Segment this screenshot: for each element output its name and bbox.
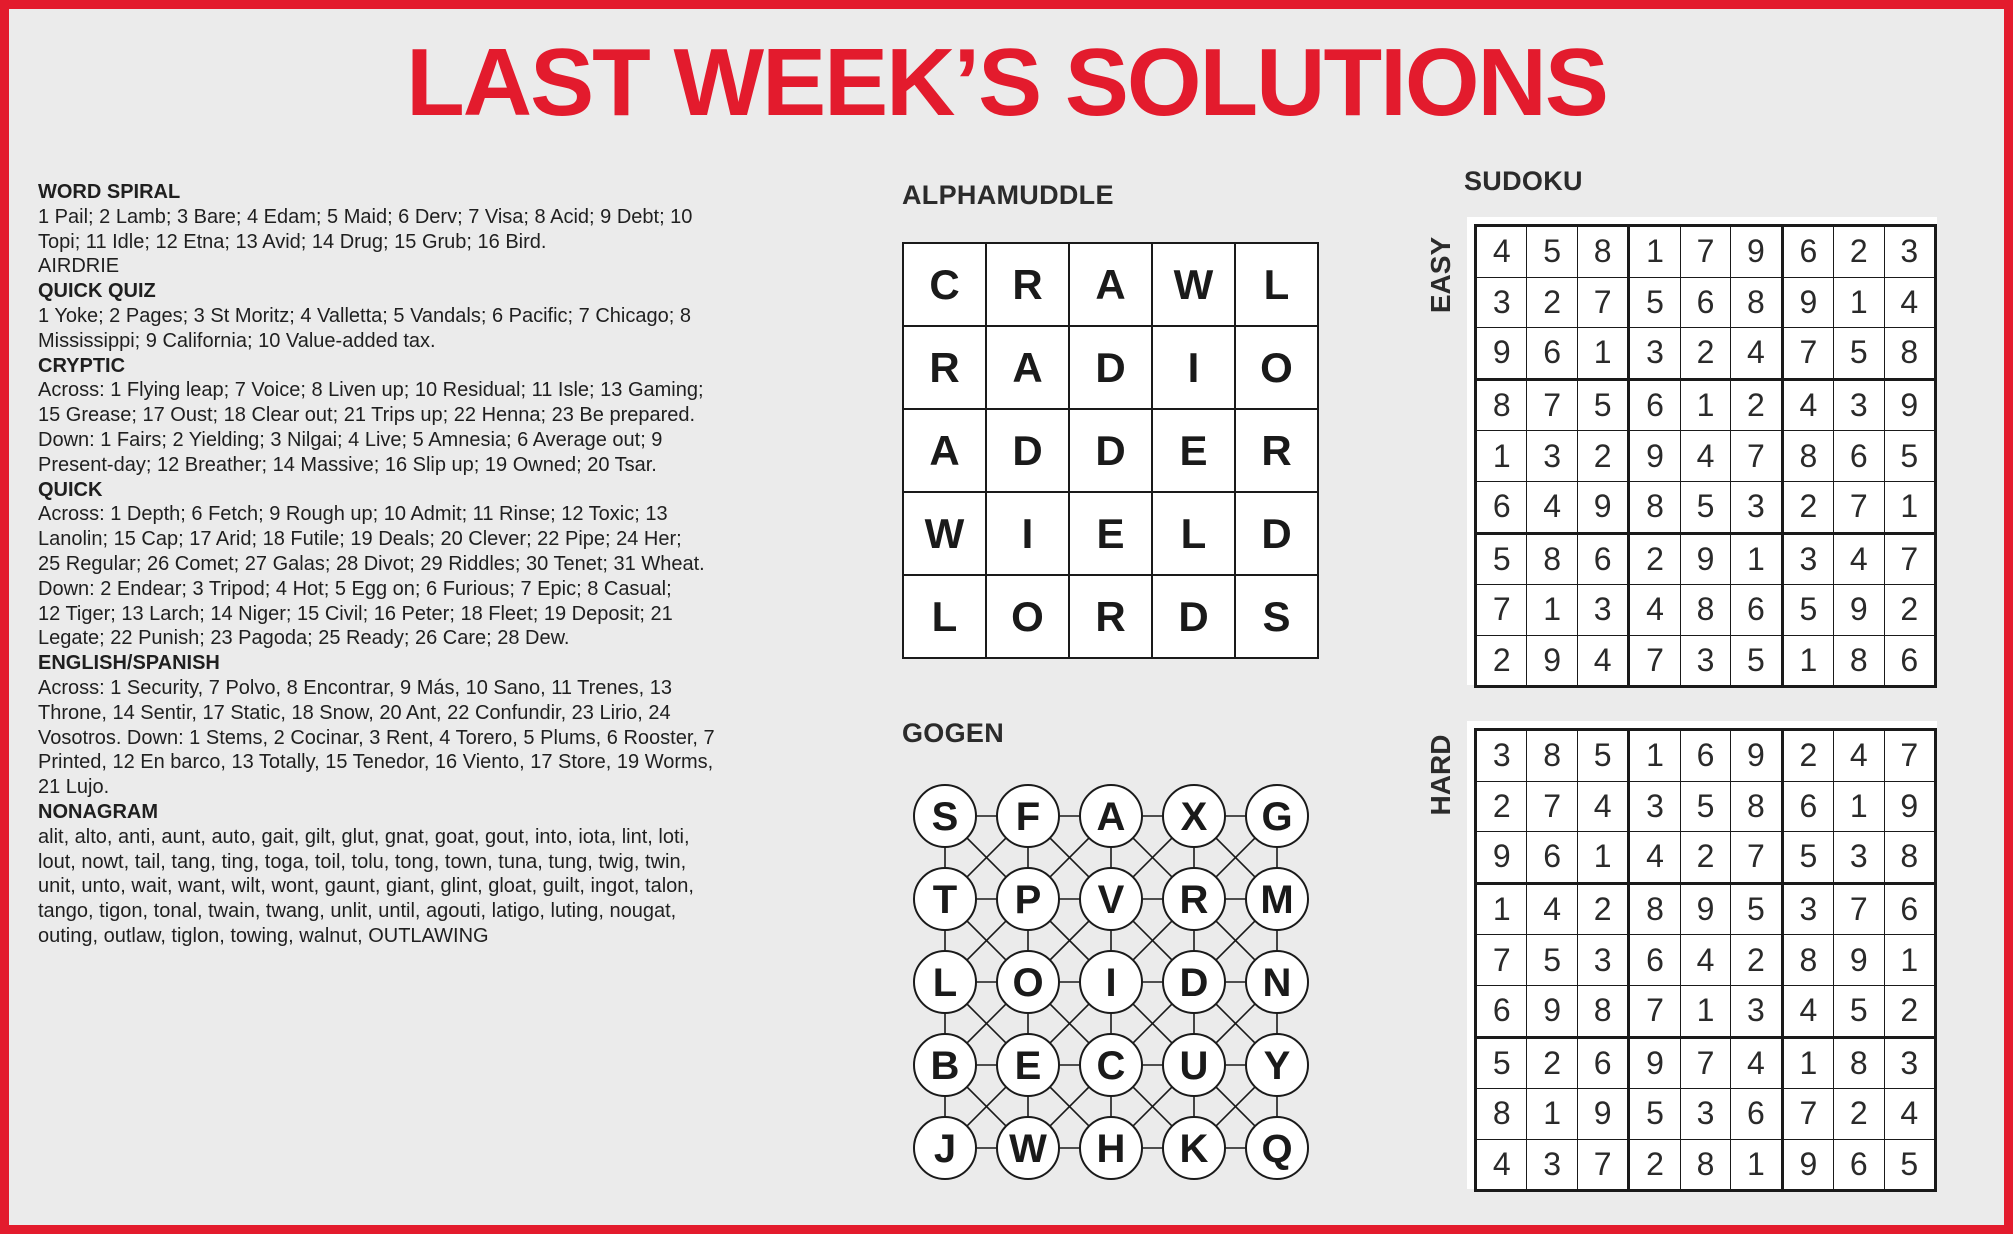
solution-line: Mississippi; 9 California; 10 Value-added tax. xyxy=(38,329,436,352)
sudoku-easy-cell: 8 xyxy=(1731,277,1782,328)
solution-line: Down: 2 Endear; 3 Tripod; 4 Hot; 5 Egg on; 6 Furious; 7 Epic; 8 Casual; xyxy=(38,577,672,600)
sudoku-easy-cell: 5 xyxy=(1782,585,1833,636)
solution-heading: ENGLISH/SPANISH xyxy=(38,652,220,675)
sudoku-heading: SUDOKU xyxy=(1464,166,1583,196)
sudoku-hard-cell: 1 xyxy=(1577,832,1628,884)
sudoku-hard-cell: 1 xyxy=(1680,985,1730,1037)
gogen-letter: R xyxy=(1179,878,1209,922)
gogen-letter: K xyxy=(1179,1127,1209,1171)
gogen-letter: M xyxy=(1260,878,1294,922)
solution-line: Across: 1 Flying leap; 7 Voice; 8 Liven up; 10 Residual; 11 Isle; 13 Gaming; xyxy=(38,379,704,402)
sudoku-easy-cell: 2 xyxy=(1629,533,1680,585)
sudoku-hard-cell: 4 xyxy=(1629,832,1680,884)
alphamuddle-cell: A xyxy=(986,326,1069,409)
sudoku-easy-cell: 3 xyxy=(1782,533,1833,585)
solutions-text-column xyxy=(38,180,818,949)
solution-line: 1 Pail; 2 Lamb; 3 Bare; 4 Edam; 5 Maid; 6 Derv; 7 Visa; 8 Acid; 9 Debt; 10 xyxy=(38,205,693,228)
sudoku-easy-cell: 8 xyxy=(1476,379,1527,431)
sudoku-easy-cell: 7 xyxy=(1680,226,1730,278)
sudoku-easy-cell: 3 xyxy=(1884,226,1936,278)
sudoku-easy-cell: 7 xyxy=(1834,481,1884,533)
sudoku-easy-cell: 6 xyxy=(1680,277,1730,328)
sudoku-hard-grid xyxy=(1474,728,1937,1192)
sudoku-hard-cell: 8 xyxy=(1782,935,1833,986)
sudoku-hard-cell: 7 xyxy=(1527,781,1577,832)
sudoku-easy-cell: 1 xyxy=(1782,635,1833,687)
alphamuddle-cell: D xyxy=(1069,326,1152,409)
sudoku-easy-cell: 9 xyxy=(1527,635,1577,687)
sudoku-hard-cell: 1 xyxy=(1476,883,1527,935)
sudoku-hard-cell: 4 xyxy=(1680,935,1730,986)
sudoku-easy-cell: 7 xyxy=(1527,379,1577,431)
sudoku-easy-cell: 6 xyxy=(1476,481,1527,533)
sudoku-hard-cell: 6 xyxy=(1577,1037,1628,1089)
sudoku-easy-cell: 8 xyxy=(1834,635,1884,687)
sudoku-easy-cell: 9 xyxy=(1834,585,1884,636)
sudoku-hard-cell: 4 xyxy=(1476,1139,1527,1191)
sudoku-easy-cell: 9 xyxy=(1680,533,1730,585)
alphamuddle-cell: L xyxy=(903,575,986,658)
sudoku-easy-cell: 6 xyxy=(1527,328,1577,380)
sudoku-easy-cell: 3 xyxy=(1834,379,1884,431)
gogen-letter: T xyxy=(932,878,958,922)
sudoku-easy-cell: 4 xyxy=(1527,481,1577,533)
sudoku-easy-cell: 2 xyxy=(1731,379,1782,431)
sudoku-easy-cell: 8 xyxy=(1629,481,1680,533)
sudoku-hard-cell: 5 xyxy=(1884,1139,1936,1191)
sudoku-easy-cell: 2 xyxy=(1884,585,1936,636)
gogen-letter: W xyxy=(1009,1127,1047,1171)
sudoku-easy-cell: 7 xyxy=(1476,585,1527,636)
solution-line: alit, alto, anti, aunt, auto, gait, gilt, glut, gnat, goat, gout, into, iota, lint, loti, xyxy=(38,825,690,848)
sudoku-hard-cell: 9 xyxy=(1782,1139,1833,1191)
sudoku-hard-cell: 5 xyxy=(1629,1089,1680,1140)
gogen-letter: X xyxy=(1180,795,1208,839)
sudoku-easy-cell: 9 xyxy=(1577,481,1628,533)
gogen-grid xyxy=(902,773,1322,1193)
sudoku-hard-cell: 7 xyxy=(1782,1089,1833,1140)
gogen-letter: C xyxy=(1096,1044,1126,1088)
sudoku-easy-cell: 3 xyxy=(1680,635,1730,687)
solution-heading: QUICK xyxy=(38,478,103,501)
sudoku-hard-cell: 9 xyxy=(1884,781,1936,832)
sudoku-easy-cell: 9 xyxy=(1782,277,1833,328)
sudoku-hard-cell: 5 xyxy=(1527,935,1577,986)
sudoku-easy-cell: 2 xyxy=(1834,226,1884,278)
sudoku-easy-cell: 6 xyxy=(1629,379,1680,431)
sudoku-easy-cell: 9 xyxy=(1731,226,1782,278)
alphamuddle-cell: L xyxy=(1235,243,1318,326)
gogen-letter: S xyxy=(931,795,959,839)
gogen-letter: H xyxy=(1096,1127,1126,1171)
sudoku-easy-cell: 4 xyxy=(1731,328,1782,380)
sudoku-easy-cell: 5 xyxy=(1680,481,1730,533)
sudoku-hard-cell: 7 xyxy=(1680,1037,1730,1089)
solution-heading: QUICK QUIZ xyxy=(38,280,156,303)
sudoku-easy-cell: 7 xyxy=(1884,533,1936,585)
sudoku-easy-cell: 8 xyxy=(1680,585,1730,636)
solution-line: Throne, 14 Sentir, 17 Static, 18 Snow, 20 Ant, 22 Confundir, 23 Lirio, 24 xyxy=(38,701,671,724)
sudoku-hard-cell: 8 xyxy=(1834,1037,1884,1089)
sudoku-easy-cell: 9 xyxy=(1884,379,1936,431)
sudoku-hard-cell: 8 xyxy=(1629,883,1680,935)
solution-line: Legate; 22 Punish; 23 Pagoda; 25 Ready; 26 Care; 28 Dew. xyxy=(38,627,570,650)
sudoku-easy-grid xyxy=(1474,224,1937,688)
sudoku-hard-cell: 4 xyxy=(1884,1089,1936,1140)
sudoku-easy-cell: 2 xyxy=(1577,431,1628,482)
solution-line: outing, outlaw, tiglon, towing, walnut, OUTLAWING xyxy=(38,924,489,947)
sudoku-easy-panel xyxy=(1467,217,1937,685)
sudoku-easy-cell: 1 xyxy=(1527,585,1577,636)
sudoku-easy-cell: 1 xyxy=(1476,431,1527,482)
alphamuddle-cell: C xyxy=(903,243,986,326)
sudoku-easy-cell: 4 xyxy=(1680,431,1730,482)
sudoku-hard-cell: 9 xyxy=(1629,1037,1680,1089)
sudoku-easy-cell: 8 xyxy=(1527,533,1577,585)
sudoku-hard-cell: 8 xyxy=(1527,730,1577,782)
sudoku-easy-cell: 5 xyxy=(1731,635,1782,687)
sudoku-easy-cell: 8 xyxy=(1577,226,1628,278)
sudoku-hard-cell: 4 xyxy=(1577,781,1628,832)
alphamuddle-cell: D xyxy=(1069,409,1152,492)
sudoku-easy-cell: 2 xyxy=(1782,481,1833,533)
alphamuddle-cell: L xyxy=(1152,492,1235,575)
sudoku-easy-cell: 4 xyxy=(1577,635,1628,687)
sudoku-hard-cell: 7 xyxy=(1731,832,1782,884)
sudoku-hard-cell: 8 xyxy=(1577,985,1628,1037)
sudoku-easy-cell: 2 xyxy=(1527,277,1577,328)
solution-line: lout, nowt, tail, tang, ting, toga, toil, tolu, tong, town, tuna, tung, twig, twin, xyxy=(38,850,687,873)
sudoku-easy-cell: 1 xyxy=(1629,226,1680,278)
solution-line: Topi; 11 Idle; 12 Etna; 13 Avid; 14 Drug; 15 Grub; 16 Bird. xyxy=(38,230,547,253)
gogen-letter: Q xyxy=(1261,1127,1293,1171)
solution-heading: CRYPTIC xyxy=(38,354,126,377)
gogen-letter: A xyxy=(1096,795,1126,839)
sudoku-hard-cell: 9 xyxy=(1476,832,1527,884)
sudoku-easy-cell: 8 xyxy=(1782,431,1833,482)
alphamuddle-cell: E xyxy=(1069,492,1152,575)
sudoku-hard-cell: 9 xyxy=(1577,1089,1628,1140)
sudoku-easy-cell: 2 xyxy=(1476,635,1527,687)
solution-line: Down: 1 Fairs; 2 Yielding; 3 Nilgai; 4 Live; 5 Amnesia; 6 Average out; 9 xyxy=(38,428,663,451)
gogen-letter: F xyxy=(1015,795,1041,839)
sudoku-hard-cell: 2 xyxy=(1476,781,1527,832)
sudoku-hard-cell: 1 xyxy=(1629,730,1680,782)
solution-line: AIRDRIE xyxy=(38,255,120,278)
alphamuddle-cell: W xyxy=(903,492,986,575)
alphamuddle-cell: R xyxy=(986,243,1069,326)
sudoku-hard-cell: 9 xyxy=(1680,883,1730,935)
sudoku-easy-cell: 6 xyxy=(1782,226,1833,278)
sudoku-hard-cell: 2 xyxy=(1834,1089,1884,1140)
sudoku-hard-cell: 7 xyxy=(1476,935,1527,986)
sudoku-easy-cell: 4 xyxy=(1884,277,1936,328)
sudoku-hard-cell: 5 xyxy=(1680,781,1730,832)
sudoku-hard-cell: 3 xyxy=(1527,1139,1577,1191)
gogen-letter: N xyxy=(1262,961,1292,1005)
sudoku-easy-cell: 3 xyxy=(1476,277,1527,328)
solution-line: 1 Yoke; 2 Pages; 3 St Moritz; 4 Valletta; 5 Vandals; 6 Pacific; 7 Chicago; 8 xyxy=(38,304,691,327)
sudoku-easy-cell: 7 xyxy=(1782,328,1833,380)
sudoku-hard-cell: 3 xyxy=(1834,832,1884,884)
solution-line: 12 Tiger; 13 Larch; 14 Niger; 15 Civil; 16 Peter; 18 Fleet; 19 Deposit; 21 xyxy=(38,602,673,625)
sudoku-hard-cell: 6 xyxy=(1527,832,1577,884)
gogen-letter: I xyxy=(1105,961,1117,1005)
sudoku-hard-cell: 7 xyxy=(1577,1139,1628,1191)
gogen-letter: U xyxy=(1179,1044,1209,1088)
sudoku-easy-cell: 6 xyxy=(1577,533,1628,585)
gogen-letter: L xyxy=(932,961,958,1005)
sudoku-easy-cell: 4 xyxy=(1629,585,1680,636)
gogen-letter: E xyxy=(1014,1044,1042,1088)
solution-line: Across: 1 Security, 7 Polvo, 8 Encontrar, 9 Más, 10 Sano, 11 Trenes, 13 xyxy=(38,676,673,699)
sudoku-hard-cell: 8 xyxy=(1680,1139,1730,1191)
alphamuddle-cell: O xyxy=(1235,326,1318,409)
solution-line: Lanolin; 15 Cap; 17 Arid; 18 Futile; 19 Deals; 20 Clever; 22 Pipe; 24 Her; xyxy=(38,528,682,551)
solution-line: Vosotros. Down: 1 Stems, 2 Cocinar, 3 Rent, 4 Torero, 5 Plums, 6 Rooster, 7 xyxy=(38,726,715,749)
sudoku-hard-cell: 6 xyxy=(1680,730,1730,782)
solution-line: Printed, 12 En barco, 13 Totally, 15 Tenedor, 16 Viento, 17 Store, 19 Worms, xyxy=(38,751,714,774)
sudoku-hard-cell: 5 xyxy=(1577,730,1628,782)
sudoku-easy-cell: 6 xyxy=(1884,635,1936,687)
alphamuddle-cell: E xyxy=(1152,409,1235,492)
sudoku-hard-cell: 4 xyxy=(1834,730,1884,782)
solution-heading: WORD SPIRAL xyxy=(38,181,181,203)
gogen-letter: Y xyxy=(1263,1044,1291,1088)
alphamuddle-cell: A xyxy=(1069,243,1152,326)
alphamuddle-grid xyxy=(902,242,1319,659)
sudoku-easy-cell: 3 xyxy=(1731,481,1782,533)
sudoku-hard-cell: 8 xyxy=(1731,781,1782,832)
solution-heading: NONAGRAM xyxy=(38,800,158,823)
sudoku-easy-cell: 1 xyxy=(1577,328,1628,380)
alphamuddle-cell: R xyxy=(1235,409,1318,492)
sudoku-hard-label: HARD xyxy=(1425,734,1456,816)
gogen-letter: O xyxy=(1012,961,1044,1005)
sudoku-easy-cell: 7 xyxy=(1577,277,1628,328)
sudoku-hard-cell: 7 xyxy=(1884,730,1936,782)
gogen-letter: G xyxy=(1261,795,1293,839)
alphamuddle-heading: ALPHAMUDDLE xyxy=(902,180,1114,210)
sudoku-hard-cell: 6 xyxy=(1782,781,1833,832)
gogen-letter: P xyxy=(1014,878,1042,922)
sudoku-easy-cell: 4 xyxy=(1476,226,1527,278)
solution-line: tango, tigon, tonal, twain, twang, unlit, until, agouti, latigo, luting, nougat, xyxy=(38,900,677,923)
alphamuddle-cell: R xyxy=(1069,575,1152,658)
sudoku-hard-cell: 3 xyxy=(1731,985,1782,1037)
sudoku-hard-cell: 2 xyxy=(1731,935,1782,986)
alphamuddle-cell: D xyxy=(1152,575,1235,658)
alphamuddle-cell: D xyxy=(986,409,1069,492)
sudoku-easy-cell: 8 xyxy=(1884,328,1936,380)
sudoku-hard-cell: 3 xyxy=(1629,781,1680,832)
sudoku-hard-cell: 1 xyxy=(1834,781,1884,832)
gogen-heading: GOGEN xyxy=(902,718,1005,748)
sudoku-easy-cell: 3 xyxy=(1527,431,1577,482)
sudoku-hard-cell: 7 xyxy=(1629,985,1680,1037)
sudoku-hard-cell: 2 xyxy=(1527,1037,1577,1089)
sudoku-hard-cell: 2 xyxy=(1782,730,1833,782)
sudoku-hard-cell: 3 xyxy=(1680,1089,1730,1140)
sudoku-hard-cell: 5 xyxy=(1782,832,1833,884)
sudoku-easy-cell: 3 xyxy=(1577,585,1628,636)
alphamuddle-cell: R xyxy=(903,326,986,409)
solution-line: 25 Regular; 26 Comet; 27 Galas; 28 Divot; 29 Riddles; 30 Tenet; 31 Wheat. xyxy=(38,552,705,575)
sudoku-easy-cell: 5 xyxy=(1884,431,1936,482)
sudoku-easy-cell: 5 xyxy=(1476,533,1527,585)
gogen-letter: J xyxy=(933,1127,957,1171)
sudoku-easy-cell: 1 xyxy=(1680,379,1730,431)
sudoku-hard-cell: 3 xyxy=(1476,730,1527,782)
sudoku-easy-cell: 1 xyxy=(1884,481,1936,533)
gogen-letter: D xyxy=(1179,961,1209,1005)
alphamuddle-cell: D xyxy=(1235,492,1318,575)
alphamuddle-cell: I xyxy=(986,492,1069,575)
gogen-letter: V xyxy=(1097,878,1125,922)
sudoku-hard-cell: 2 xyxy=(1680,832,1730,884)
sudoku-hard-cell: 1 xyxy=(1884,935,1936,986)
solution-line: Across: 1 Depth; 6 Fetch; 9 Rough up; 10 Admit; 11 Rinse; 12 Toxic; 13 xyxy=(38,503,668,526)
sudoku-easy-cell: 5 xyxy=(1834,328,1884,380)
sudoku-easy-label: EASY xyxy=(1425,236,1456,314)
sudoku-hard-cell: 2 xyxy=(1884,985,1936,1037)
sudoku-easy-cell: 9 xyxy=(1629,431,1680,482)
sudoku-easy-cell: 1 xyxy=(1834,277,1884,328)
alphamuddle-cell: W xyxy=(1152,243,1235,326)
sudoku-hard-cell: 7 xyxy=(1834,883,1884,935)
sudoku-easy-cell: 7 xyxy=(1629,635,1680,687)
alphamuddle-cell: S xyxy=(1235,575,1318,658)
sudoku-easy-cell: 9 xyxy=(1476,328,1527,380)
sudoku-hard-cell: 4 xyxy=(1527,883,1577,935)
sudoku-hard-cell: 1 xyxy=(1731,1139,1782,1191)
sudoku-easy-cell: 5 xyxy=(1629,277,1680,328)
sudoku-hard-cell: 9 xyxy=(1527,985,1577,1037)
sudoku-easy-cell: 4 xyxy=(1782,379,1833,431)
solution-line: 15 Grease; 17 Oust; 18 Clear out; 21 Trips up; 22 Henna; 23 Be prepared. xyxy=(38,404,696,427)
solution-line: 21 Lujo. xyxy=(38,776,110,799)
sudoku-hard-cell: 5 xyxy=(1476,1037,1527,1089)
sudoku-easy-cell: 3 xyxy=(1629,328,1680,380)
sudoku-easy-cell: 2 xyxy=(1680,328,1730,380)
sudoku-hard-cell: 4 xyxy=(1782,985,1833,1037)
sudoku-hard-cell: 1 xyxy=(1527,1089,1577,1140)
sudoku-hard-cell: 4 xyxy=(1731,1037,1782,1089)
solution-line: unit, unto, wait, want, wilt, wont, gaunt, giant, glint, gloat, guilt, ingot, talon, xyxy=(38,875,694,898)
sudoku-hard-cell: 6 xyxy=(1476,985,1527,1037)
sudoku-hard-cell: 1 xyxy=(1782,1037,1833,1089)
alphamuddle-cell: A xyxy=(903,409,986,492)
sudoku-hard-cell: 9 xyxy=(1834,935,1884,986)
sudoku-easy-cell: 1 xyxy=(1731,533,1782,585)
sudoku-easy-cell: 5 xyxy=(1577,379,1628,431)
sudoku-easy-cell: 7 xyxy=(1731,431,1782,482)
solution-line: Present-day; 12 Breather; 14 Massive; 16 Slip up; 19 Owned; 20 Tsar. xyxy=(38,453,657,476)
sudoku-hard-cell: 8 xyxy=(1884,832,1936,884)
sudoku-hard-cell: 8 xyxy=(1476,1089,1527,1140)
sudoku-hard-cell: 6 xyxy=(1884,883,1936,935)
sudoku-hard-cell: 2 xyxy=(1577,883,1628,935)
sudoku-hard-cell: 5 xyxy=(1731,883,1782,935)
sudoku-easy-cell: 6 xyxy=(1731,585,1782,636)
sudoku-hard-cell: 3 xyxy=(1884,1037,1936,1089)
sudoku-hard-cell: 3 xyxy=(1782,883,1833,935)
sudoku-hard-panel xyxy=(1467,721,1937,1189)
sudoku-easy-cell: 4 xyxy=(1834,533,1884,585)
sudoku-hard-cell: 6 xyxy=(1834,1139,1884,1191)
sudoku-hard-cell: 9 xyxy=(1731,730,1782,782)
sudoku-hard-cell: 2 xyxy=(1629,1139,1680,1191)
sudoku-easy-cell: 6 xyxy=(1834,431,1884,482)
page-title: LAST WEEK’S SOLUTIONS xyxy=(406,29,1607,136)
sudoku-hard-cell: 6 xyxy=(1731,1089,1782,1140)
gogen-letter: B xyxy=(930,1044,960,1088)
sudoku-easy-cell: 5 xyxy=(1527,226,1577,278)
alphamuddle-cell: O xyxy=(986,575,1069,658)
alphamuddle-cell: I xyxy=(1152,326,1235,409)
sudoku-hard-cell: 3 xyxy=(1577,935,1628,986)
sudoku-hard-cell: 5 xyxy=(1834,985,1884,1037)
sudoku-hard-cell: 6 xyxy=(1629,935,1680,986)
